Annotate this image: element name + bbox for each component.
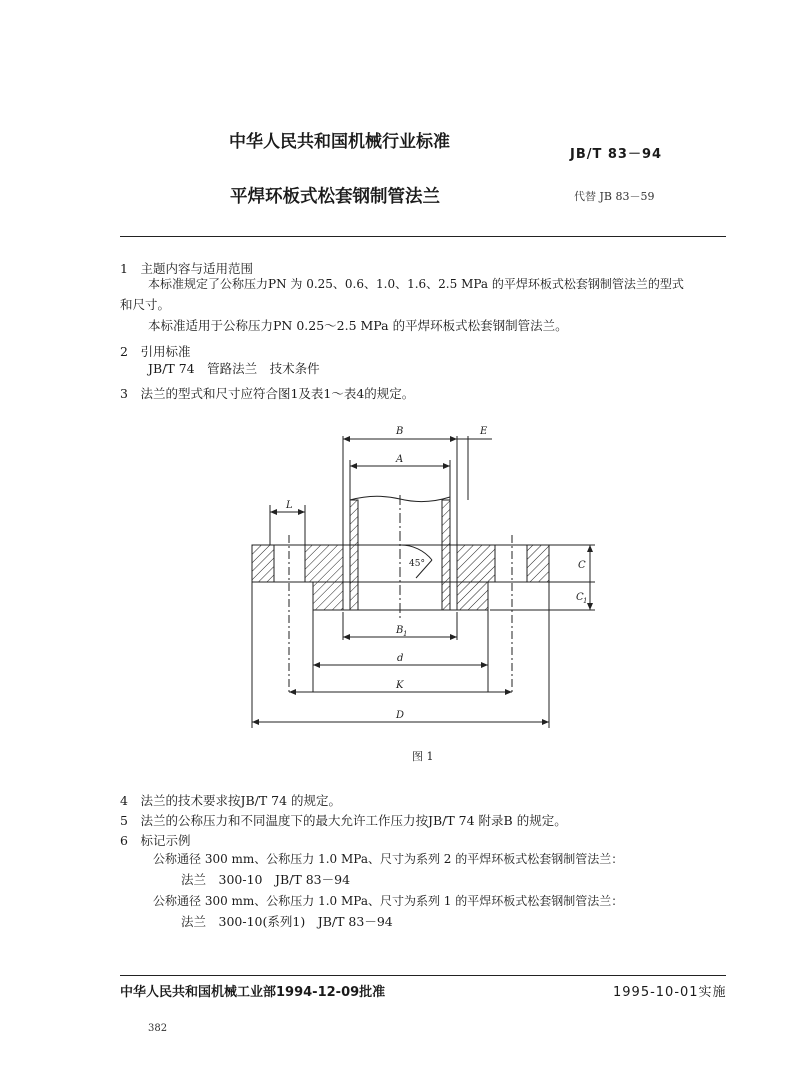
label-B1-subscript: 1 — [403, 630, 408, 638]
section-6-example-2-description: 公称通径 300 mm、公称压力 1.0 MPa、尺寸为系列 1 的平焊环板式松套钢制管法兰： — [153, 894, 624, 908]
org-title: 中华人民共和国机械行业标准 — [229, 132, 450, 152]
section-2-reference: JB/T 74 管路法兰 技术条件 — [148, 361, 320, 376]
section-6-heading: 6 标记示例 — [120, 833, 191, 848]
section-4: 4 法兰的技术要求按JB/T 74 的规定。 — [120, 793, 342, 808]
section-1-para-2: 本标准适用于公称压力PN 0.25～2.5 MPa 的平焊环板式松套钢制管法兰。 — [148, 318, 568, 333]
section-6-example-2-marking: 法兰 300-10(系列1) JB/T 83－94 — [181, 914, 393, 929]
figure-caption: 图 1 — [412, 750, 434, 763]
label-D: D — [396, 710, 405, 721]
label-E: E — [480, 426, 488, 437]
label-C1: C — [576, 592, 584, 603]
label-C: C — [578, 560, 586, 571]
label-B1: B — [396, 625, 404, 636]
footer-divider — [120, 975, 726, 976]
section-6-example-1-description: 公称通径 300 mm、公称压力 1.0 MPa、尺寸为系列 2 的平焊环板式松套钢制管法兰： — [153, 852, 624, 866]
section-6-example-1-marking: 法兰 300-10 JB/T 83－94 — [181, 872, 351, 887]
section-1-heading: 1 主题内容与适用范围 — [120, 261, 253, 276]
replaces-note: 代替 JB 83－59 — [574, 190, 655, 203]
label-A: A — [396, 454, 404, 465]
page-number: 382 — [148, 1023, 168, 1034]
effective-date: 1995-10-01实施 — [613, 985, 727, 1000]
label-C1-subscript: 1 — [583, 597, 588, 605]
doc-title: 平焊环板式松套钢制管法兰 — [230, 187, 440, 207]
standard-number: JB/T 83－94 — [570, 147, 663, 162]
label-B: B — [396, 426, 404, 437]
label-L: L — [286, 500, 293, 511]
label-angle: 45° — [409, 559, 425, 569]
section-3: 3 法兰的型式和尺寸应符合图1及表1～表4的规定。 — [120, 386, 415, 401]
section-1-para-1-line-2: 和尺寸。 — [120, 297, 171, 312]
section-5: 5 法兰的公称压力和不同温度下的最大允许工作压力按JB/T 74 附录B 的规定。 — [120, 813, 567, 828]
label-d: d — [397, 653, 404, 664]
approval-line: 中华人民共和国机械工业部1994-12-09批准 — [120, 985, 386, 1000]
section-2-heading: 2 引用标准 — [120, 344, 191, 359]
label-K: K — [396, 680, 404, 691]
section-1-para-1-line-1: 本标准规定了公称压力PN 为 0.25、0.6、1.0、1.6、2.5 MPa 的平焊环板式松套钢制管法兰的型式 — [148, 277, 684, 291]
